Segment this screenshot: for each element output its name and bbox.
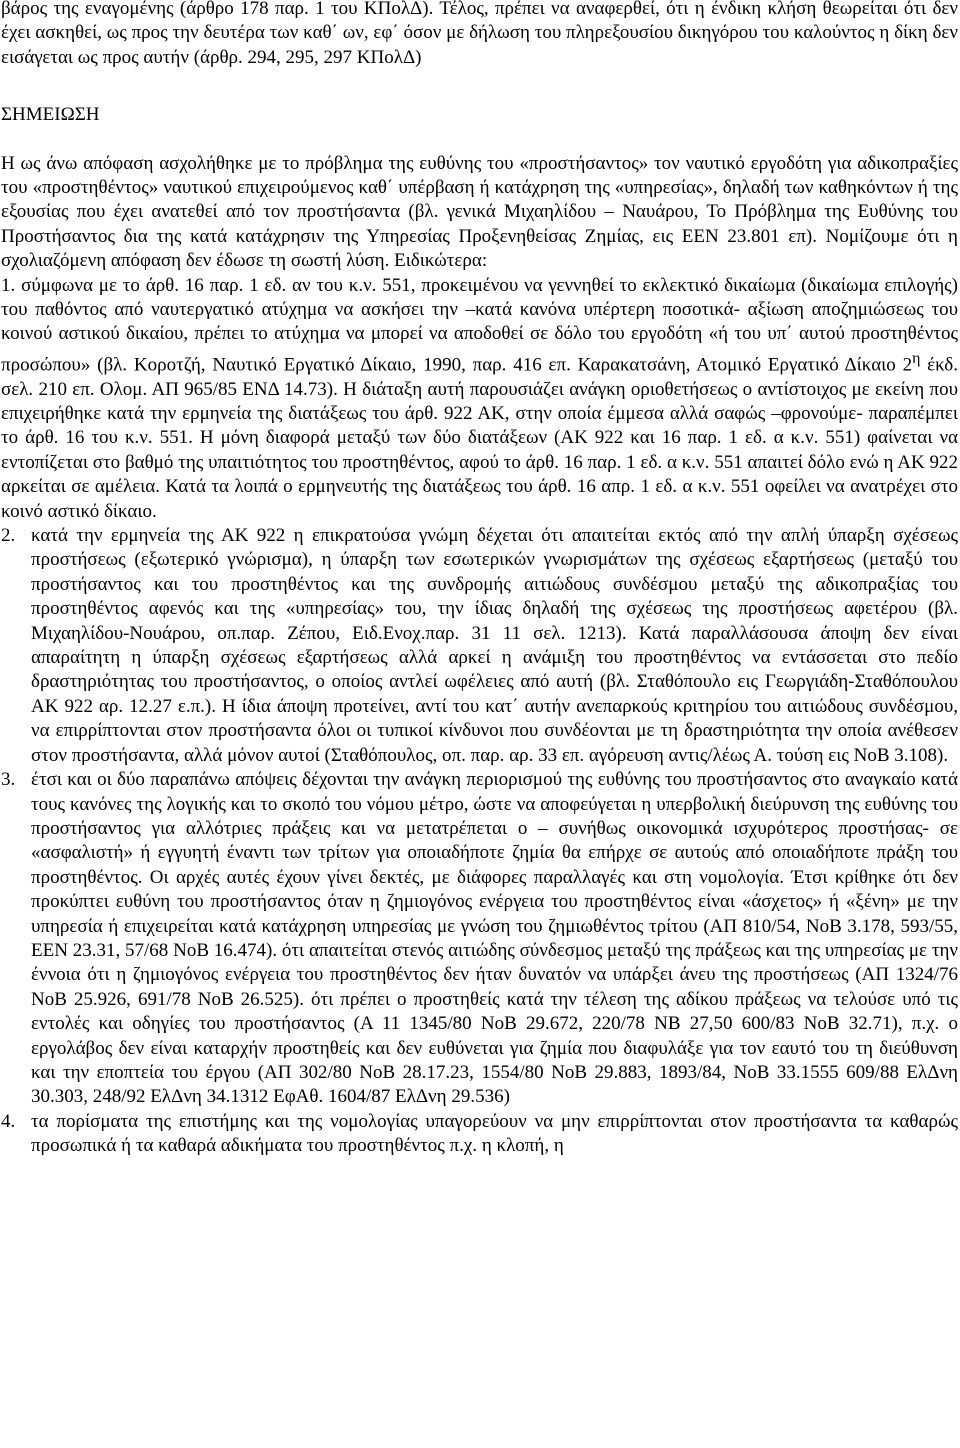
numbered-list [1,274,958,1159]
list-item-number: 2. [1,525,16,547]
list-item-number: 1. [1,274,16,296]
list-item [1,768,958,1110]
section-heading: ΣΗΜΕΙΩΣΗ [1,104,100,126]
intro-paragraph: βάρος της εναγομένης (άρθρο 178 παρ. 1 του ΚΠολΔ). Τέλος, πρέπει να αναφερθεί, ότι η ένδικη κλήση θεωρείται ότι δεν έχει ασκηθεί, ως προς την δευτέρα των καθ΄ ων, εφ΄ όσον με δήλωση του πληρεξουσίου δικηγόρου του καλούντος η δίκη δεν εισάγεται ως προς αυτήν (άρθρ. 294, 295, 297 ΚΠολΔ) [1,0,958,68]
superscript: η [912,349,921,367]
body-paragraph: Η ως άνω απόφαση ασχολήθηκε με το πρόβλημα της ευθύνης του «προστήσαντος» τον ναυτικό εργοδότη για αδικοπραξίες του «προστηθέντος» ναυτικού επιχειρούμενος καθ΄ υπέρβαση ή κατάχρηση της «υπηρεσίας», δηλαδή των καθηκόντων ή της εξουσίας που έχει ανατεθεί από τον προστήσαντα (βλ. γενικά Μιχαηλίδου – Ναυάρου, Το Πρόβλημα της Ευθύνης του Προστήσαντος δια της κατά κατάχρησιν της Υπηρεσίας Προξενηθείσας Ζημίας, εις ΕΕΝ 23.801 επ). Νομίζουμε ότι η σχολιαζόμενη απόφαση δεν έδωσε τη σωστή λύση. Ειδικώτερα: [1,152,958,272]
list-item-number: 4. [1,1110,16,1132]
list-item-text: σύμφωνα με το άρθ. 16 παρ. 1 εδ. αν του κ.ν. 551, προκειμένου να γεννηθεί το εκλεκτικό δικαίωμα (δικαίωμα επιλογής) του παθόντος από ναυτεργατικό ατύχημα να ασκήσει την –κατά κανόνα υπέρτερη ποσοτικά- αξίωση αποζημιώσεως του κοινού αστικού δικαίου, πρέπει το ατύχημα να μπορεί να αποδοθεί σε δόλο του εργοδότη «ή του υπ΄ αυτού προστηθέντος προσώπου» (βλ. Κοροτζή, Ναυτικό Εργατικό Δίκαιο, 1990, παρ. 416 επ. Καρακατσάνη, Ατομικό Εργατικό Δίκαιο 2 [1,274,959,376]
list-item-text-continued: έκδ. σελ. 210 επ. Ολομ. ΑΠ 965/85 ΕΝΔ 14.73). Η διάταξη αυτή παρουσιάζει ανάγκη οριοθετήσεως ο αντίστοιχος με εκείνη που επιχειρήθηκε κατά την ερμηνεία της διατάξεως του άρθ. 922 ΑΚ, στην οποία έμμεσα αλλά σαφώς –φρονούμε- παραπέμπει το άρθ. 16 του κ.ν. 551. Η μόνη διαφορά μεταξύ των δύο διατάξεων (ΑΚ 922 και 16 παρ. 1 εδ. α κ.ν. 551) φαίνεται να εντοπίζεται στο βαθμό της υπαιτιότητος του προστηθέντος, αφού το άρθ. 16 παρ. 1 εδ. α κ.ν. 551 απαιτεί δόλο ενώ η ΑΚ 922 αρκείται σε αμέλεια. Κατά τα λοιπά ο ερμηνευτής της διατάξεως του άρθ. 16 απρ. 1 εδ. α κ.ν. 551 οφείλει να ανατρέχει στο κοινό αστικό δίκαιο. [1,354,958,522]
list-item [1,274,958,524]
list-item-text: κατά την ερμηνεία της ΑΚ 922 η επικρατούσα γνώμη δέχεται ότι απαιτείται εκτός από την απλή ύπαρξη σχέσεως προστήσεως (εξωτερικό γνώρισμα), η ύπαρξη των εσωτερικών γνωρισμάτων της σχέσεως εξαρτήσεως (μεταξύ του προστήσαντος και του προστηθέντος και της συνδρομής αιτιώδους συνδέσμου μεταξύ της αδικοπραξίας του προστηθέντος αφενός και της «υπηρεσίας» του, την ίδιας δηλαδή της σχέσεως της προστήσεως αφετέρου (βλ. Μιχαηλίδου-Νουάρου, οπ.παρ. Ζέπου, Ειδ.Ενοχ.παρ. 31 11 σελ. 1213). Κατά παραλλάσουσα άποψη δεν είναι απαραίτητη η ύπαρξη σχέσεως εξαρτήσεως αλλά αρκεί η ανάμιξη του προστηθέντος να εντάσσεται στο πεδίο δραστηριότητας του προστήσαντος, ο οποίος αντλεί ωφέλειες από αυτή (βλ. Σταθόπουλο εις Γεωργιάδη-Σταθόπουλου ΑΚ 922 αρ. 12.27 ε.π.). Η ίδια άποψη προτείνει, αντί του κατ΄ αυτήν ανεπαρκούς κριτηρίου του αιτιώδους συνδέσμου, να επιρρίπτονται στον προστήσαντα όλοι οι τυπικοί κίνδυνοι που συνδέονται με τη δραστηριότητα την οποία ανέθεσεν στον προστήσαντα, αλλά μόνον αυτοί (Σταθόπουλος, οπ. παρ. αρ. 33 επ. αγόρευση αντις/λέως Α. τούση εις ΝοΒ 3.108). [31,525,958,766]
list-item-text: έτσι και οι δύο παραπάνω απόψεις δέχονται την ανάγκη περιορισμού της ευθύνης του προστήσαντος στο αναγκαίο κατά τους κανόνες της λογικής και το σκοπό του νόμου μέτρο, ώστε να αποφεύγεται η υπερβολική διεύρυνση της ευθύνης του προστήσαντος για αλλότριες πράξεις και να μετατρέπεται ο – συνήθως οικονομικά ισχυρότερος προστήσας- σε «ασφαλιστή» ή εγγυητή έναντι των τρίτων για οποιαδήποτε ζημία θα επήρχε σε αυτούς από οποιαδήποτε πράξη του προστηθέντος. Οι αρχές αυτές έχουν γίνει δεκτές, με διάφορες παραλλαγές και στη νομολογία. Έτσι κρίθηκε ότι δεν προκύπτει ευθύνη του προστήσαντος όταν η ζημιογόνος ενέργεια του προστηθέντος είναι «άσχετος» ή «ξένη» με την υπηρεσία ή επιχειρείται κατά κατάχρηση υπηρεσίας με γνώση του ζημιωθέντος τρίτου (ΑΠ 810/54, ΝοΒ 3.178, 593/55, ΕΕΝ 23.31, 57/68 ΝοΒ 16.474). ότι απαιτείται στενός αιτιώδης σύνδεσμος μεταξύ της πράξεως και της υπηρεσίας με την έννοια ότι η ζημιογόνος ενέργεια του προστηθέντος δεν ήταν δυνατόν να υπάρξει άνευ της προστήσεως (ΑΠ 1324/76 ΝοΒ 25.926, 691/78 ΝοΒ 26.525). ότι πρέπει ο προστηθείς κατά την τέλεση της αδίκου πράξεως να τελούσε υπό τις εντολές και οδηγίες του προστήσαντος (Α 11 1345/80 ΝοΒ 29.672, 220/78 ΝΒ 27,50 600/83 ΝοΒ 32.71), π.χ. ο εργολάβος δεν είναι καταρχήν προστηθείς και δεν ευθύνεται για ζημία που διαφυλάξε για τον εαυτό του τη διεύθυνση και την εποπτεία του έργου (ΑΠ 302/80 ΝοΒ 28.17.23, 1554/80 ΝοΒ 29.883, 1893/84, ΝοΒ 33.1555 609/88 ΕλΔνη 30.303, 248/92 ΕλΔνη 34.1312 ΕφΑθ. 1604/87 ΕλΔνη 29.536) [31,769,958,1108]
list-item-number: 3. [1,769,16,791]
list-item [1,524,958,768]
list-item-text: τα πορίσματα της επιστήμης και της νομολογίας υπαγορεύουν να μην επιρρίπτονται στον προστήσαντα τα καθαρώς προσωπικά ή τα καθαρά αδικήματα του προστηθέντος π.χ. η κλοπή, η [31,1110,958,1157]
list-item [1,1110,958,1159]
